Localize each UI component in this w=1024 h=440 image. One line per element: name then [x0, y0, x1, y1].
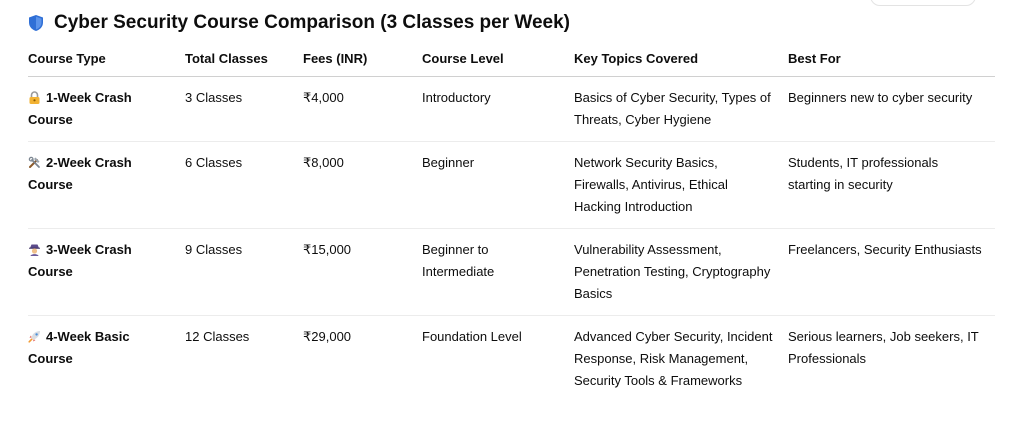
detective-icon — [28, 243, 41, 256]
rocket-icon — [28, 330, 41, 343]
course-comparison-table-container — [28, 44, 995, 402]
best-for-cell: Students, IT professionals starting in security — [788, 142, 995, 229]
course-comparison-table — [28, 44, 995, 402]
course-level-cell: Introductory — [422, 77, 574, 142]
column-header-course-level: Course Level — [422, 44, 574, 77]
course-level-cell: Beginner to Intermediate — [422, 229, 574, 316]
table-row — [28, 77, 995, 142]
total-classes-cell: 12 Classes — [185, 329, 250, 344]
course-name: 2-Week Crash Course — [28, 155, 132, 192]
fees-cell: ₹4,000 — [303, 77, 422, 142]
course-type-cell — [28, 229, 185, 316]
fees-cell: ₹15,000 — [303, 229, 422, 316]
column-header-total-classes: Total Classes — [185, 44, 303, 77]
course-level-cell: Beginner — [422, 142, 574, 229]
total-classes-cell: 9 Classes — [185, 229, 303, 316]
course-name: 1-Week Crash Course — [28, 90, 132, 127]
page-title — [28, 8, 570, 38]
best-for-cell: Serious learners, Job seekers, IT Professionals — [788, 329, 979, 366]
page-title-text: Cyber Security Course Comparison (3 Classes per Week) — [54, 12, 571, 33]
table-row — [28, 229, 995, 316]
key-topics-cell: Basics of Cyber Security, Types of Threats, Cyber Hygiene — [574, 77, 788, 142]
table-header-row — [28, 44, 995, 77]
total-classes-cell: 3 Classes — [185, 77, 303, 142]
course-name: 4-Week Basic Course — [28, 329, 130, 366]
course-name: 3-Week Crash Course — [28, 242, 132, 279]
column-header-course-type: Course Type — [28, 44, 185, 77]
top-toolbar-pill[interactable] — [870, 0, 976, 6]
column-header-key-topics: Key Topics Covered — [574, 44, 788, 77]
table-row — [28, 142, 995, 229]
fees-cell: ₹29,000 — [303, 329, 352, 344]
course-type-cell — [28, 142, 185, 229]
key-topics-cell: Network Security Basics, Firewalls, Antivirus, Ethical Hacking Introduction — [574, 142, 788, 229]
fees-cell: ₹8,000 — [303, 142, 422, 229]
key-topics-cell: Vulnerability Assessment, Penetration Testing, Cryptography Basics — [574, 229, 788, 316]
course-level-cell: Foundation Level — [422, 329, 522, 344]
key-topics-cell: Advanced Cyber Security, Incident Response, Risk Management, Security Tools & Frameworks — [574, 329, 773, 388]
column-header-fees: Fees (INR) — [303, 44, 422, 77]
best-for-cell: Freelancers, Security Enthusiasts — [788, 229, 995, 316]
table-row — [28, 316, 995, 403]
total-classes-cell: 6 Classes — [185, 142, 303, 229]
best-for-cell: Beginners new to cyber security — [788, 77, 995, 142]
tools-icon — [28, 156, 41, 169]
column-header-best-for: Best For — [788, 44, 995, 77]
shield-icon — [28, 14, 44, 32]
course-type-cell — [28, 77, 185, 142]
course-type-cell — [28, 316, 185, 403]
lock-icon — [28, 91, 41, 104]
